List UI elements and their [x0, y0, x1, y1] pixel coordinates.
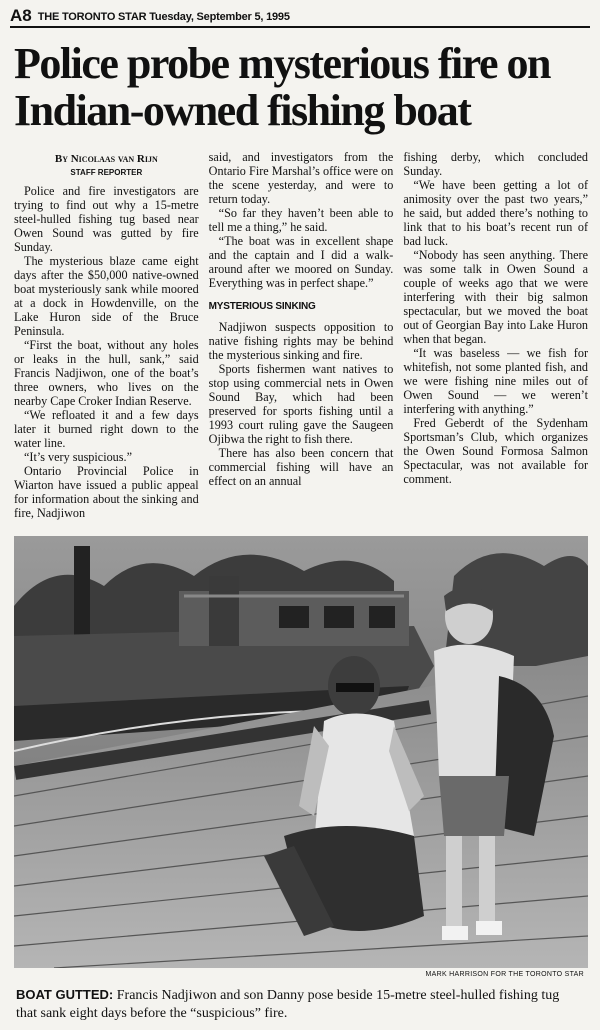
paragraph: Nadjiwon suspects opposition to native fishing rights may be behind the mysterious sinking and fire.: [208, 320, 394, 362]
paragraph: said, and investigators from the Ontario Fire Marshal’s office were on the scene yesterday, and were to return today.: [208, 150, 394, 206]
paragraph: Ontario Provincial Police in Wiarton have issued a public appeal for information about the sinking and fire, Nadjiwon: [14, 464, 199, 520]
boat-dock-photo: [14, 536, 588, 968]
article-column-1: [14, 150, 199, 532]
paper-date-line: THE TORONTO STAR Tuesday, September 5, 1995: [37, 11, 290, 23]
paragraph: “So far they haven’t been able to tell me a thing,” he said.: [208, 206, 394, 234]
news-photo: [14, 536, 588, 968]
article-column-2: [209, 150, 394, 532]
photo-caption: [16, 986, 576, 1023]
paragraph: The mysterious blaze came eight days after the $50,000 native-owned boat mysteriously sank while moored at a dock in Howdenville, on the Lake Huron side of the Bruce Peninsula.: [14, 254, 199, 338]
paragraph: Police and fire investigators are trying to find out why a 15-metre steel-hulled fishing tug based near Owen Sound was gutted by fire Sunday.: [14, 184, 199, 254]
paragraph: “We refloated it and a few days later it burned right down to the water line.: [14, 408, 199, 450]
headline: Police probe mysterious fire on Indian-owned fishing boat: [14, 39, 551, 135]
byline-name: By Nicolaas van Rijn: [54, 153, 158, 165]
article-body: [14, 150, 588, 532]
byline-role: STAFF REPORTER: [70, 168, 143, 177]
paragraph: There has also been concern that commercial fishing will have an effect on an annual: [208, 446, 394, 488]
paragraph: “Nobody has seen anything. There was some talk in Owen Sound a couple of weeks ago that we were interfering with their big salmon spectacular, but we moved the boat out of Georgian Bay into Lake Huron when that began.: [403, 248, 589, 346]
paragraph: “We have been getting a lot of animosity over the past two years,” he said, but added there’s nothing to link that to his boat’s recent run of bad luck.: [403, 178, 589, 248]
photo-credit: MARK HARRISON FOR THE TORONTO STAR: [425, 971, 584, 978]
paragraph: “The boat was in excellent shape and the captain and I did a walk-around after we moored on Sunday. Everything was in perfect shape.”: [208, 234, 394, 290]
paragraph: “It’s very suspicious.”: [24, 450, 132, 464]
caption-label: BOAT GUTTED:: [16, 987, 114, 1002]
paragraph: Fred Geberdt of the Sydenham Sportsman’s Club, which organizes the Owen Sound Formosa Salmon Spectacular, was not available for comment.: [403, 416, 589, 486]
article-column-3: [403, 150, 588, 532]
paragraph: “It was baseless — we fish for whitefish, not some planted fish, and we were fishing nine miles out of Owen Sound — we weren’t interfering with anything.”: [403, 346, 589, 416]
paragraph: fishing derby, which concluded Sunday.: [403, 150, 589, 178]
page-number: A8: [10, 6, 32, 25]
byline: [14, 152, 199, 180]
caption-text: Francis Nadjiwon and son Danny pose beside 15-metre steel-hulled fishing tug that sank eight days before the “suspicious” fire.: [16, 988, 560, 1021]
paragraph: “First the boat, without any holes or leaks in the hull, sank,” said Francis Nadjiwon, one of the boat’s three owners, who lives on the nearby Cape Croker Indian Reserve.: [14, 338, 199, 408]
paragraph: Sports fishermen want natives to stop using commercial nets in Owen Sound Bay, which had been preserved for sports fishing until a 1993 court ruling gave the Saugeen Ojibwa the right to fish there.: [208, 362, 394, 446]
subhead: MYSTERIOUS SINKING: [208, 301, 316, 312]
masthead: [10, 4, 590, 28]
